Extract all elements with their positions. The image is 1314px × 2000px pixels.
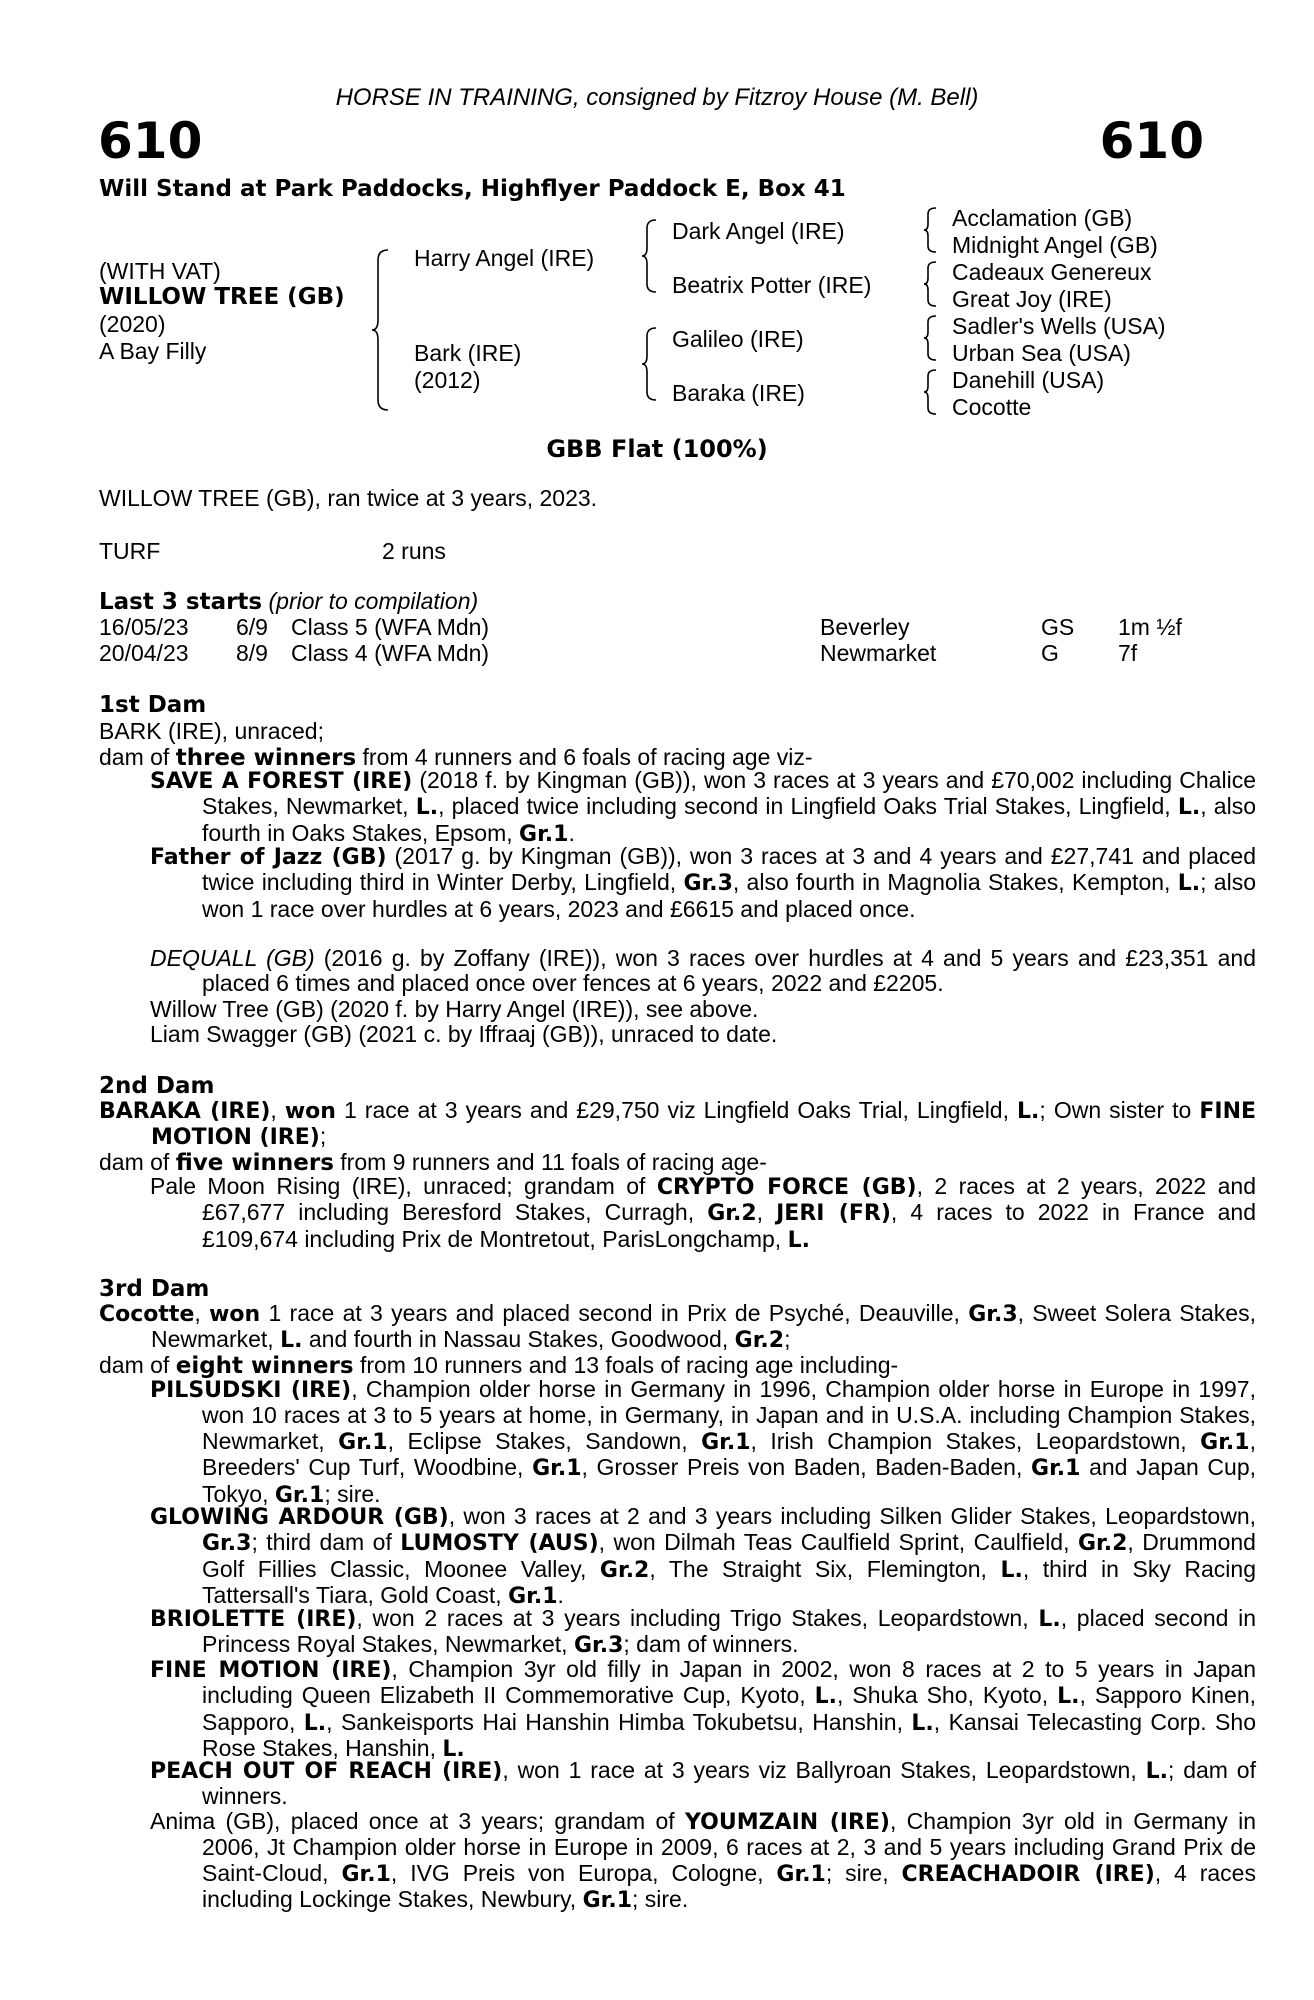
text: , also fourth in Magnolia Stakes, Kempton,: [732, 869, 1178, 896]
grade: L.: [280, 1328, 303, 1354]
text: , Breeders' Cup Turf, Woodbine,: [202, 1427, 1256, 1481]
progeny-name: FINE MOTION (IRE): [150, 1658, 392, 1683]
second-dam-heading: 2nd Dam: [99, 1073, 215, 1099]
grade: Gr.1: [341, 1861, 391, 1887]
progeny-name: PEACH OUT OF REACH (IRE): [150, 1759, 503, 1784]
grade: Gr.2: [707, 1201, 757, 1227]
text: ; sire.: [324, 1480, 381, 1507]
grade: Gr.2: [599, 1557, 650, 1583]
pedigree-bracket-g2: [922, 260, 940, 308]
grade: Gr.1: [274, 1482, 325, 1508]
text: from 9 runners and 11 foals of racing age-: [333, 1149, 767, 1175]
pedigree-bracket-g1: [922, 206, 940, 254]
dam-name: BARAKA (IRE): [99, 1099, 271, 1124]
pedigree-gg-6: Urban Sea (USA): [952, 340, 1131, 366]
progeny-name: Father of Jazz (GB): [150, 845, 387, 870]
text: ; Own sister to: [1039, 1097, 1200, 1123]
text: (2017 g. by Kingman (GB)), won 3 races at 3 and 4 years and £27,741 and placed twice including third in Winter Derby, Lingfield,: [202, 843, 1257, 896]
turf-label: TURF: [99, 538, 161, 564]
text: ;: [319, 1123, 327, 1150]
text: from 10 runners and 13 foals of racing age including-: [353, 1352, 899, 1378]
text: , Drummond Golf Fillies Classic, Moonee Valley,: [202, 1529, 1256, 1582]
grade: L.: [303, 1710, 327, 1736]
pedigree-sire-dam: Beatrix Potter (IRE): [672, 272, 872, 298]
pedigree-gg-5: Sadler's Wells (USA): [952, 313, 1166, 339]
progeny-entry: [150, 946, 1256, 997]
text: ;: [784, 1326, 791, 1353]
text: dam of: [99, 1352, 176, 1378]
pedigree-bracket-dam: [640, 326, 660, 402]
horse-description: A Bay Filly: [99, 338, 207, 364]
text: Pale Moon Rising (IRE), unraced; grandam of: [150, 1173, 657, 1199]
winners-count: three winners: [175, 745, 357, 771]
start-going: GS: [1041, 614, 1075, 640]
start-course: Newmarket: [820, 640, 937, 666]
first-dam-line: BARK (IRE), unraced;: [99, 718, 324, 744]
text: (2018 f. by Kingman (GB)), won 3 races at 3 years and £70,002 including Chalice Stakes, Newmarket,: [202, 767, 1256, 820]
progeny-name: CRYPTO FORCE (GB): [656, 1175, 917, 1200]
text: , placed twice including second in Lingfield Oaks Trial Stakes, Lingfield,: [438, 793, 1178, 820]
grade: Gr.1: [776, 1861, 826, 1887]
text: , Sankeisports Hai Hanshin Himba Tokubetsu, Hanshin,: [326, 1708, 912, 1735]
text: ,: [756, 1199, 777, 1226]
text: , placed second in Princess Royal Stakes, Newmarket,: [202, 1605, 1256, 1658]
grade: Gr.3: [202, 1531, 252, 1557]
text: , won 3 races at 2 and 3 years including Silken Glider Stakes, Leopardstown,: [448, 1503, 1256, 1529]
start-race: Class 5 (WFA Mdn): [291, 614, 490, 640]
start-race: Class 4 (WFA Mdn): [291, 640, 490, 666]
progeny-name: PILSUDSKI (IRE): [150, 1378, 352, 1403]
grade: L.: [1145, 1759, 1168, 1784]
text: , Kansai Telecasting Corp. Sho Rose Stakes, Hanshin,: [202, 1708, 1256, 1762]
text: Anima (GB), placed once at 3 years; grandam of: [150, 1808, 685, 1834]
text: , Sweet Solera Stakes, Newmarket,: [151, 1300, 1256, 1353]
text: won: [209, 1302, 261, 1327]
start-date: 16/05/23: [99, 614, 189, 640]
text: Liam Swagger (GB) (2021 c. by Iffraaj (GB)), unraced to date.: [150, 1021, 778, 1047]
text: .: [557, 1582, 564, 1609]
progeny-entry: [150, 1606, 1256, 1659]
pedigree-bracket-sire: [640, 218, 660, 294]
grade: Gr.1: [532, 1456, 582, 1482]
progeny-name: CREACHADOIR (IRE): [901, 1861, 1155, 1887]
progeny-entry: [150, 1377, 1256, 1508]
text: , Grosser Preis von Baden, Baden-Baden,: [581, 1454, 1032, 1481]
text: , 4 races including Lockinge Stakes, Newbury,: [202, 1859, 1256, 1913]
text: , won 2 races at 3 years including Trigo Stakes, Leopardstown,: [356, 1605, 1039, 1631]
text: Willow Tree (GB) (2020 f. by Harry Angel (IRE)), see above.: [150, 996, 759, 1022]
progeny-entry: [150, 1022, 1256, 1047]
text: from 4 runners and 6 foals of racing age viz-: [356, 744, 813, 770]
last-starts-heading: Last 3 starts: [99, 589, 263, 615]
third-dam-produce: [99, 1352, 898, 1379]
pedigree-bracket-main: [370, 248, 392, 412]
pedigree-gg-2: Midnight Angel (GB): [952, 232, 1158, 258]
text: , Champion older horse in Germany in 1996, Champion older horse in Europe in 1997, won 10 races at 3 to 5 years at home, in Germany, in Japan and in U.S.A. including Champion Stakes, Newmarket,: [202, 1376, 1256, 1454]
progeny-name: BRIOLETTE (IRE): [150, 1607, 357, 1632]
grade: L.: [1017, 1099, 1040, 1124]
text: won: [284, 1099, 336, 1124]
pedigree-sire: Harry Angel (IRE): [414, 245, 595, 271]
text: ; third dam of: [251, 1529, 401, 1556]
progeny-entry: [150, 1504, 1256, 1610]
gbb-rating: GBB Flat (100%): [546, 435, 768, 463]
progeny-name: DEQUALL (GB): [150, 945, 315, 971]
relative-name: FINE MOTION (IRE): [151, 1099, 1257, 1151]
progeny-entry: [150, 1174, 1256, 1253]
grade: Gr.3: [968, 1302, 1018, 1327]
first-dam-heading: 1st Dam: [99, 692, 207, 718]
progeny-entry: [150, 1657, 1256, 1763]
progeny-entry: [150, 844, 1256, 922]
horse-year: (2020): [99, 311, 166, 337]
grade: Gr.1: [508, 1584, 558, 1610]
grade: L.: [1177, 795, 1201, 821]
text: and Japan Cup, Tokyo,: [202, 1454, 1257, 1507]
text: , 2 races at 2 years, 2022 and £67,677 including Beresford Stakes, Curragh,: [202, 1173, 1256, 1226]
text: , Eclipse Stakes, Sandown,: [387, 1427, 702, 1454]
third-dam-heading: 3rd Dam: [99, 1276, 210, 1302]
grade: Gr.1: [582, 1888, 632, 1914]
pedigree-gg-1: Acclamation (GB): [952, 205, 1133, 231]
text: and fourth in Nassau Stakes, Goodwood,: [302, 1326, 735, 1353]
second-dam-produce: [99, 1149, 767, 1176]
text: , Champion 3yr old in Germany in 2006, Jt Champion older horse in Europe in 2009, 6 races at 2, 3 and 5 years including Grand Prix de Saint-Cloud,: [202, 1808, 1257, 1886]
progeny-entry: [150, 1809, 1256, 1914]
start-position: 8/9: [236, 640, 268, 666]
winners-count: five winners: [175, 1150, 334, 1176]
pedigree-dam-year: (2012): [414, 367, 481, 393]
pedigree-gg-7: Danehill (USA): [952, 367, 1105, 393]
progeny-name: SAVE A FOREST (IRE): [150, 769, 413, 794]
pedigree-dam: Bark (IRE): [414, 340, 522, 366]
pedigree-dam-dam: Baraka (IRE): [672, 380, 805, 406]
text: ; also won 1 race over hurdles at 6 years, 2023 and £6615 and placed once.: [202, 869, 1256, 922]
grade: Gr.2: [734, 1328, 785, 1354]
grade: L.: [787, 1227, 810, 1253]
grade: Gr.1: [519, 821, 569, 847]
pedigree-gg-3: Cadeaux Genereux: [952, 259, 1152, 285]
grade: Gr.1: [1031, 1456, 1081, 1482]
grade: L.: [1000, 1557, 1023, 1583]
grade: Gr.1: [1200, 1429, 1250, 1455]
text: , Champion 3yr old filly in Japan in 2002, won 8 races at 2 to 5 years in Japan including Queen Elizabeth II Commemorative Cup, Kyoto,: [202, 1656, 1257, 1709]
grade: Gr.1: [338, 1429, 388, 1455]
consignment-line: HORSE IN TRAINING, consigned by Fitzroy House (M. Bell): [335, 84, 979, 111]
pedigree-bracket-g3: [922, 314, 940, 362]
text: ,: [270, 1097, 285, 1123]
text: , Irish Champion Stakes, Leopardstown,: [750, 1427, 1201, 1454]
text: dam of: [99, 744, 176, 770]
pedigree-gg-8: Cocotte: [952, 394, 1032, 420]
text: .: [568, 819, 575, 846]
text: ; dam of winners.: [623, 1631, 799, 1658]
pedigree-gg-4: Great Joy (IRE): [952, 286, 1112, 312]
progeny-entry: [150, 768, 1256, 847]
text: dam of: [99, 1149, 176, 1175]
dam-name: Cocotte: [99, 1302, 195, 1327]
progeny-name: GLOWING ARDOUR (GB): [150, 1505, 449, 1530]
text: , won 1 race at 3 years viz Ballyroan Stakes, Leopardstown,: [502, 1757, 1146, 1783]
progeny-entry: [150, 1758, 1256, 1810]
grade: L.: [911, 1710, 934, 1736]
grade: L.: [1057, 1684, 1080, 1710]
start-position: 6/9: [236, 614, 268, 640]
vat-label: (WITH VAT): [99, 258, 221, 284]
start-distance: 7f: [1118, 640, 1138, 666]
grade: L.: [1038, 1607, 1061, 1632]
text: ; dam of winners.: [202, 1757, 1256, 1810]
grade: Gr.2: [1077, 1531, 1128, 1557]
start-date: 20/04/23: [99, 640, 189, 666]
third-dam-record: [99, 1301, 1256, 1354]
start-course: Beverley: [820, 614, 910, 640]
progeny-name: LUMOSTY (AUS): [400, 1531, 599, 1557]
start-distance: 1m ½f: [1118, 614, 1182, 640]
text: , third in Sky Racing Tattersall's Tiara, Gold Coast,: [202, 1555, 1256, 1609]
winners-count: eight winners: [175, 1353, 354, 1379]
grade: L.: [814, 1684, 838, 1710]
turf-runs: 2 runs: [382, 538, 446, 564]
last-starts-note: (prior to compilation): [268, 588, 479, 614]
grade: Gr.3: [573, 1633, 624, 1659]
pedigree-dam-sire: Galileo (IRE): [672, 326, 804, 352]
progeny-name: YOUMZAIN (IRE): [684, 1810, 890, 1835]
text: , 4 races to 2022 in France and £109,674 including Prix de Montretout, ParisLongchamp,: [202, 1199, 1257, 1252]
pedigree-bracket-g4: [922, 368, 940, 416]
text: (2016 g. by Zoffany (IRE)), won 3 races over hurdles at 4 and 5 years and £23,351 and placed 6 times and placed once over fences at 6 years, 2022 and £2205.: [202, 945, 1256, 997]
second-dam-record: [99, 1098, 1256, 1151]
text: 1 race at 3 years and placed second in Prix de Psyché, Deauville,: [260, 1300, 969, 1326]
text: , won Dilmah Teas Caulfield Sprint, Caulfield,: [598, 1529, 1078, 1556]
pedigree-sire-sire: Dark Angel (IRE): [672, 218, 845, 244]
stand-location: Will Stand at Park Paddocks, Highflyer Paddock E, Box 41: [99, 176, 846, 202]
text: , also fourth in Oaks Stakes, Epsom,: [202, 793, 1256, 846]
grade: L.: [415, 795, 439, 821]
start-going: G: [1041, 640, 1059, 666]
horse-name: WILLOW TREE (GB): [99, 284, 345, 310]
last-starts-header: [99, 588, 478, 615]
grade: L.: [1177, 871, 1201, 897]
race-summary: WILLOW TREE (GB), ran twice at 3 years, 2023.: [99, 485, 598, 511]
text: 1 race at 3 years and £29,750 viz Lingfield Oaks Trial, Lingfield,: [335, 1097, 1018, 1123]
grade: L.: [442, 1737, 465, 1763]
text: , Shuka Sho, Kyoto,: [837, 1682, 1058, 1709]
progeny-entry: [150, 997, 1256, 1022]
text: , IVG Preis von Europa, Cologne,: [390, 1859, 777, 1886]
text: , Sapporo Kinen, Sapporo,: [202, 1682, 1256, 1735]
lot-number-left: 610: [98, 112, 203, 170]
grade: Gr.3: [683, 871, 733, 897]
text: ; sire.: [632, 1886, 689, 1913]
grade: Gr.1: [701, 1429, 751, 1455]
text: ; sire,: [825, 1859, 902, 1886]
text: , The Straight Six, Flemington,: [649, 1555, 1001, 1582]
lot-number-right: 610: [1099, 112, 1204, 170]
progeny-name: JERI (FR): [776, 1201, 891, 1227]
text: ,: [194, 1300, 210, 1326]
